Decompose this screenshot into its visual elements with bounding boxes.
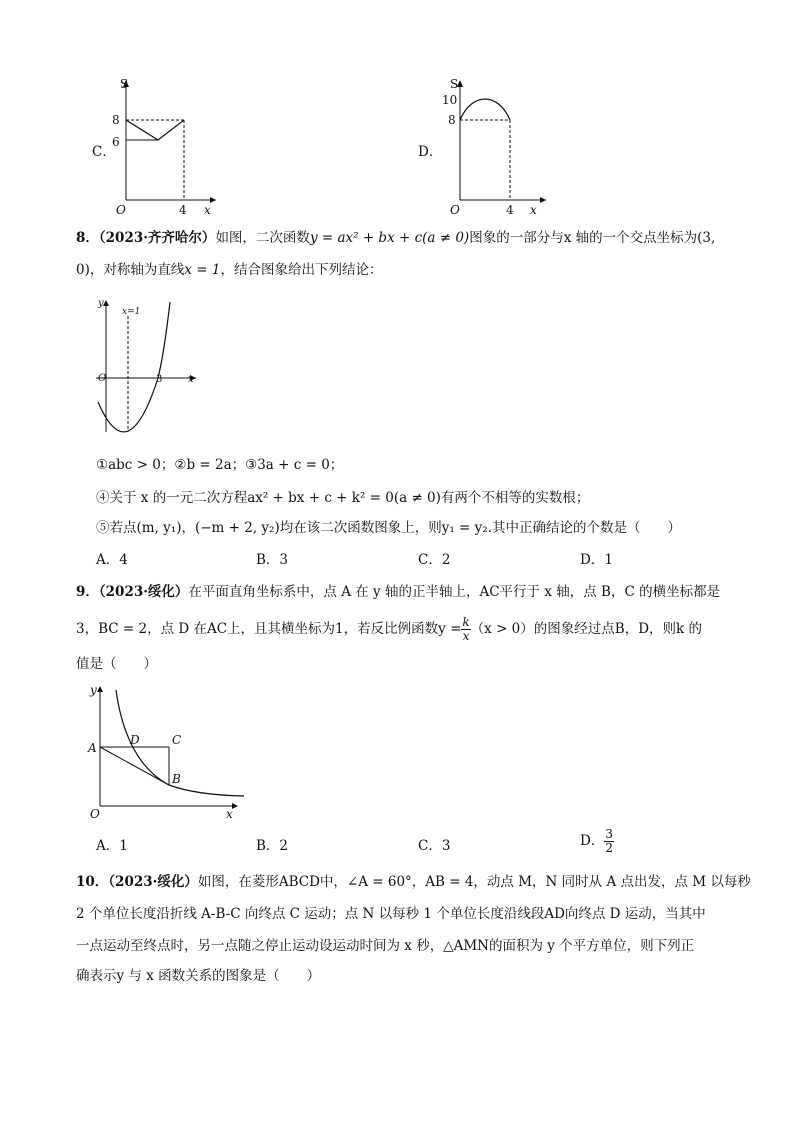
q8-text-2b: ，结合图象给出下列结论：: [220, 262, 383, 278]
d-origin: O: [450, 203, 460, 217]
q8-formula-1: y = ax² + bx + c(a ≠ 0): [309, 230, 470, 246]
d-tick-10: 10: [442, 93, 458, 107]
q9-option-d[interactable]: [580, 828, 614, 855]
d-x-axis-label: x: [530, 203, 537, 217]
q9-text-1: 在平面直角坐标系中，点 A 在 y 轴的正半轴上，AC平行于 x 轴，点 B，C 的横坐标都是: [188, 584, 721, 600]
q9-option-d-label: D．: [580, 833, 605, 849]
q10-number: 10．: [76, 874, 109, 890]
q9-option-c[interactable]: C．3: [418, 838, 451, 854]
q8-formula-2: x = 1: [184, 262, 221, 278]
q8-text-1b: 图象的一部分与x 轴的一个交点坐标为(3,: [469, 230, 716, 246]
q8-root-label: 3: [156, 374, 163, 385]
q10-line-1: [76, 872, 751, 892]
q9-text-2b: （x > 0）的图象经过点B，D，则k 的: [470, 621, 702, 637]
q9-line-2: [76, 616, 702, 643]
q8-origin: O: [98, 373, 107, 384]
c-y-axis-label: S: [120, 77, 129, 91]
q9-line-1: [76, 582, 720, 602]
q9-frac-den: x: [462, 629, 470, 643]
figure-d-graph: [442, 74, 552, 220]
q9-line-3: 值是（ ）: [76, 656, 157, 672]
q8-line-1: [76, 228, 715, 248]
q9-option-d-fraction: [604, 828, 614, 855]
q9-fraction: [461, 616, 470, 643]
q8-source: （2023·齐齐哈尔）: [98, 230, 216, 246]
figure-c-graph: [112, 74, 222, 220]
q8-statement-3: ⑤若点(m, y₁)，(−m + 2, y₂)均在该二次函数图象上，则y₁ = y₂.其中正确结论的个数是（ ）: [96, 520, 681, 536]
q8-y-axis-label: y: [98, 298, 104, 309]
q8-statement-2: ④关于 x 的一元二次方程ax² + bx + c + k² = 0(a ≠ 0)有两个不相等的实数根；: [96, 490, 590, 506]
q9-frac-num: k: [462, 615, 470, 629]
q9-option-b[interactable]: B．2: [256, 838, 289, 854]
q8-option-d[interactable]: D．1: [580, 552, 613, 568]
q8-axis-label: x=1: [122, 307, 141, 317]
q9-point-b: B: [172, 772, 181, 786]
option-d-label: D．: [418, 144, 443, 160]
q9-y-axis-label: y: [90, 683, 97, 697]
d-tick-8: 8: [448, 113, 456, 127]
q8-statement-1: ①abc > 0；②b = 2a；③3a + c = 0；: [96, 457, 344, 473]
q9-text-2a: 3，BC = 2，点 D 在AC上，且其横坐标为1，若反比例函数y =: [76, 621, 462, 637]
q9-number: 9．: [76, 584, 99, 600]
q10-text-1: 如图，在菱形ABCD中，∠A = 60°，AB = 4，动点 M，N 同时从 A 点出发，点 M 以每秒: [197, 874, 751, 890]
q8-number: 8．: [76, 230, 99, 246]
c-x-axis-label: x: [204, 203, 211, 217]
q9-source: （2023·绥化）: [98, 584, 189, 600]
q10-source: （2023·绥化）: [108, 874, 198, 890]
q10-line-3: 一点运动至终点时，另一点随之停止运动设运动时间为 x 秒，△AMN的面积为 y 个平方单位，则下列正: [76, 938, 695, 954]
q9-origin: O: [90, 807, 100, 821]
q8-option-a[interactable]: A．4: [96, 552, 128, 568]
q9-option-a[interactable]: A．1: [96, 838, 128, 854]
q9-hyperbola-graph: [86, 682, 246, 824]
q10-line-2: 2 个单位长度沿折线 A-B-C 向终点 C 运动；点 N 以每秒 1 个单位长度沿线段AD向终点 D 运动，当其中: [76, 906, 706, 922]
q9-point-c: C: [172, 733, 182, 747]
q8-line-2: [76, 260, 382, 280]
q9-point-d: D: [130, 733, 140, 747]
c-tick-6: 6: [112, 135, 120, 149]
q9-opt-d-num: 3: [605, 827, 613, 841]
q9-opt-d-den: 2: [605, 841, 613, 855]
q8-x-axis-label: x: [188, 374, 194, 385]
q8-parabola-graph: [94, 294, 204, 439]
q10-line-4: 确表示y 与 x 函数关系的图象是（ ）: [76, 968, 321, 984]
c-tick-8: 8: [112, 113, 120, 127]
q8-text-2a: 0)，对称轴为直线: [76, 262, 185, 278]
c-tick-4: 4: [179, 203, 187, 217]
c-origin: O: [116, 203, 126, 217]
option-c-label: C．: [92, 144, 116, 160]
d-tick-4: 4: [506, 203, 514, 217]
q8-option-b[interactable]: B．3: [256, 552, 289, 568]
q9-x-axis-label: x: [226, 807, 233, 821]
q9-point-a: A: [88, 741, 97, 755]
d-y-axis-label: S: [450, 77, 459, 91]
q8-option-c[interactable]: C．2: [418, 552, 451, 568]
q8-text-1a: 如图，二次函数: [215, 230, 310, 246]
